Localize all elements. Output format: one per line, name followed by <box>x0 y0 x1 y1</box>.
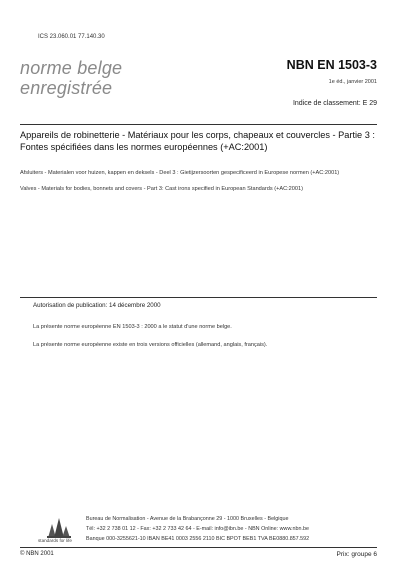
price-group: Prix: groupe 6 <box>336 551 377 558</box>
edition-date: 1e éd., janvier 2001 <box>328 79 377 85</box>
top-divider <box>20 124 377 125</box>
brand-line-2: enregistrée <box>20 78 113 98</box>
footer-divider <box>20 547 377 548</box>
title-french: Appareils de robinetterie - Matériaux pour les corps, chapeaux et couvercles - Partie 3 : Fontes spécifiées dans les normes européennes (+AC:2001) <box>20 130 375 152</box>
copyright: © NBN 2001 <box>20 551 54 557</box>
bank-line: Banque 000-3255621-10 IBAN BE41 0003 2556 2110 BIC BPOT BEB1 TVA BE0880.857.592 <box>86 536 310 542</box>
title-dutch: Afsluiters - Materialen voor huizen, kappen en deksels - Deel 3 : Gietijzersoorten gespecificeerd in Europese normen (+AC:2001) <box>20 170 340 176</box>
contact-line: Tél: +32 2 738 01 12 - Fax: +32 2 733 42 64 - E-mail: info@ibn.be - NBN Online: www.nbn.be <box>86 526 310 532</box>
title-english: Valves - Materials for bodies, bonnets and covers - Part 3: Cast irons specified in European Standards (+AC:2001) <box>20 186 303 192</box>
ics-codes: ICS 23.060.01 77.140.30 <box>38 34 105 40</box>
classification-index: Indice de classement: E 29 <box>292 100 377 107</box>
middle-divider <box>20 297 377 298</box>
address-line: Bureau de Normalisation - Avenue de la Brabançonne 29 - 1000 Bruxelles - Belgique <box>86 516 289 522</box>
logo-caption: standards for life <box>38 538 72 543</box>
versions-paragraph: La présente norme européenne existe en trois versions officielles (allemand, anglais, français). <box>33 342 268 348</box>
standard-number: NBN EN 1503-3 <box>286 58 377 72</box>
status-paragraph: La présente norme européenne EN 1503-3 : 2000 a le statut d'une norme belge. <box>33 324 232 330</box>
publication-authorization: Autorisation de publication: 14 décembre 2000 <box>33 302 161 309</box>
brand-line-1: norme belge <box>20 58 123 78</box>
